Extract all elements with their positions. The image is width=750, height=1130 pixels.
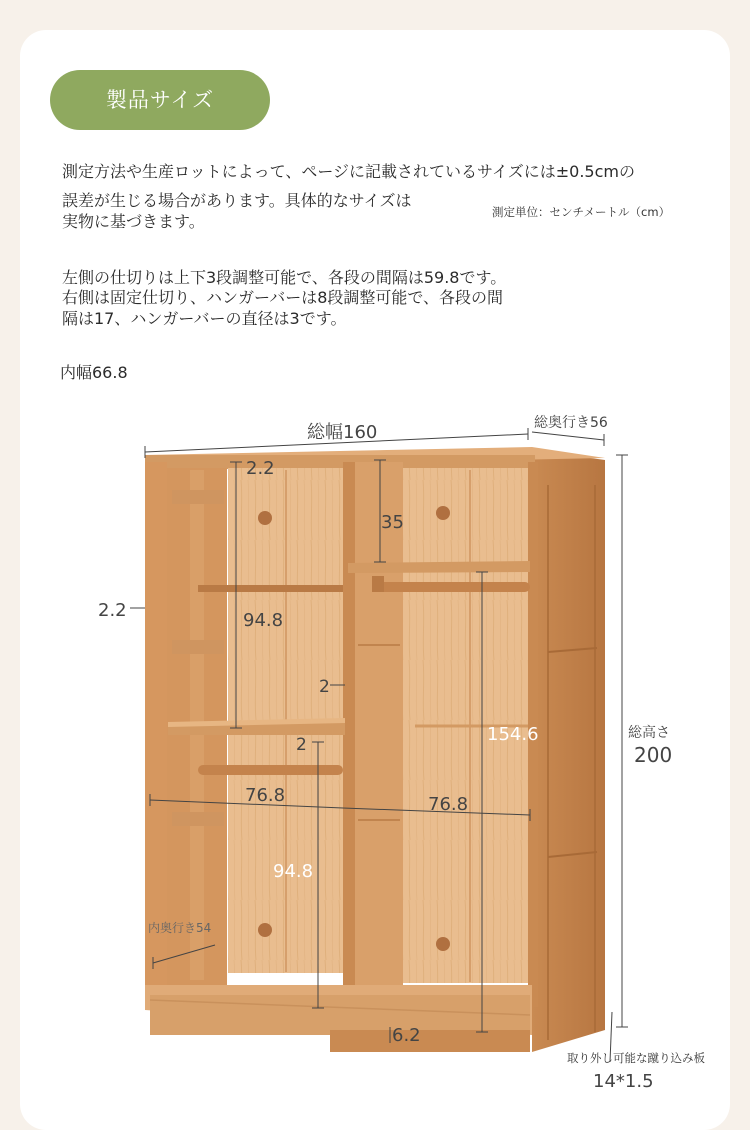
total-height-value: 200 — [634, 743, 673, 767]
wardrobe — [145, 447, 605, 1052]
total-depth-label: 総奥行き56 — [534, 415, 608, 431]
removable-kick-plate-label: 取り外し可能な蹴り込み板 — [567, 1051, 705, 1065]
left-upper-height-label: 94.8 — [243, 610, 284, 631]
knot-decoration — [258, 923, 272, 937]
left-hanger-bar — [198, 765, 343, 775]
kick-plate-height-label: 6.2 — [392, 1025, 421, 1046]
right-side-panel — [532, 450, 605, 1052]
removable-kick-plate-size: 14*1.5 — [593, 1071, 654, 1092]
total-width-label: 総幅160 — [307, 422, 378, 443]
side-thickness-label: 2.2 — [98, 600, 127, 621]
description-line-1: 左側の仕切りは上下3段調整可能で、各段の間隔は59.8です。 — [62, 268, 507, 287]
right-inner-width-label: 76.8 — [428, 794, 469, 815]
top-thickness-label: 2.2 — [246, 458, 275, 479]
total-height-label: 総高さ — [628, 725, 670, 741]
note-line-2: 誤差が生じる場合があります。具体的なサイズは — [62, 191, 412, 210]
knot-decoration — [436, 937, 450, 951]
knot-decoration — [436, 506, 450, 520]
left-lower-height-label: 94.8 — [273, 861, 314, 882]
right-long-height-label: 154.6 — [487, 724, 539, 745]
description-line-2: 右側は固定仕切り、ハンガーバーは8段調整可能で、各段の間 — [62, 288, 504, 307]
note-line-1: 測定方法や生産ロットによって、ページに記載されているサイズには±0.5cmの — [62, 162, 635, 181]
inner-width-label: 内幅66.8 — [60, 363, 128, 382]
right-hanger-bar — [378, 582, 530, 592]
section-title: 製品サイズ — [105, 88, 215, 112]
left-inner-width-label: 76.8 — [245, 785, 286, 806]
knot-decoration — [258, 511, 272, 525]
inner-depth-label: 内奥行き54 — [148, 921, 212, 935]
unit-note: 測定単位：センチメートル（cm） — [492, 205, 671, 219]
right-top-height-label: 35 — [381, 512, 404, 533]
note-line-3: 実物に基づきます。 — [62, 212, 205, 231]
kick-plate — [330, 1030, 530, 1052]
left-upper-shelf — [198, 585, 343, 592]
description-line-3: 隔は17、ハンガーバーの直径は3です。 — [62, 309, 347, 328]
partition-thickness-label: 2 — [319, 677, 330, 697]
shelf-thickness-label: 2 — [296, 735, 307, 755]
right-top-shelf — [348, 561, 530, 573]
